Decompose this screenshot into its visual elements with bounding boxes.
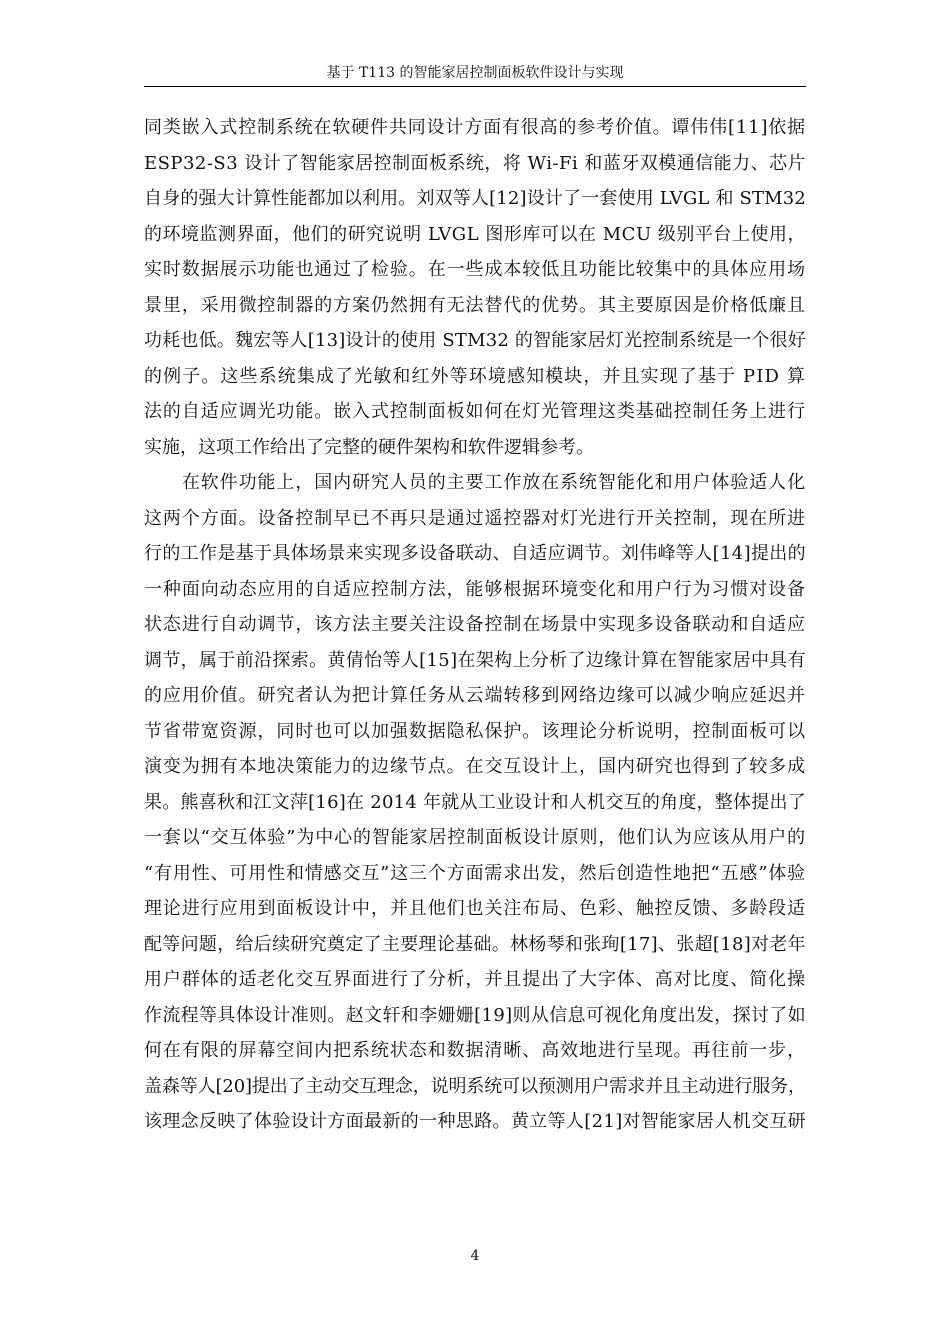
- text-line: 一套以“交互体验”为中心的智能家居控制面板设计原则，他们认为应该从用户的: [144, 827, 806, 848]
- text-line: 的环境监测界面，他们的研究说明 LVGL 图形库可以在 MCU 级别平台上使用，: [144, 223, 806, 245]
- text-line: 节省带宽资源，同时也可以加强数据隐私保护。该理论分析说明，控制面板可以: [144, 720, 806, 742]
- text-line: 作流程等具体设计准则。赵文轩和李姗姗[19]则从信息可视化角度出发，探讨了如: [144, 1004, 806, 1026]
- text-line: 功耗也低。魏宏等人[13]设计的使用 STM32 的智能家居灯光控制系统是一个很好: [144, 330, 806, 351]
- text-line: 状态进行自动调节，该方法主要关注设备控制在场景中实现多设备联动和自适应: [144, 614, 806, 635]
- text-line: 景里，采用微控制器的方案仍然拥有无法替代的优势。其主要原因是价格低廉且: [144, 294, 806, 316]
- text-line: 果。熊喜秋和江文萍[16]在 2014 年就从工业设计和人机交互的角度，整体提出了: [144, 791, 806, 813]
- text-line: 的例子。这些系统集成了光敏和红外等环境感知模块，并且实现了基于 PID 算: [144, 365, 806, 387]
- text-line: “有用性、可用性和情感交互”这三个方面需求出发，然后创造性地把“五感”体验: [144, 862, 806, 884]
- text-line: ESP32-S3 设计了智能家居控制面板系统，将 Wi-Fi 和蓝牙双模通信能力、芯片: [144, 152, 806, 174]
- page-number: 4: [470, 1248, 480, 1264]
- text-line: 自身的强大计算性能都加以利用。刘双等人[12]设计了一套使用 LVGL 和 STM32: [144, 188, 806, 209]
- text-line: 该理念反映了体验设计方面最新的一种思路。黄立等人[21]对智能家居人机交互研: [144, 1111, 806, 1132]
- text-line: 在软件功能上，国内研究人员的主要工作放在系统智能化和用户体验适人化: [144, 472, 806, 493]
- body-text: [144, 110, 806, 1140]
- text-line: 的应用价值。研究者认为把计算任务从云端转移到网络边缘可以减少响应延迟并: [144, 685, 806, 706]
- text-line: 用户群体的适老化交互界面进行了分析，并且提出了大字体、高对比度、简化操: [144, 969, 806, 990]
- text-line: 实施，这项工作给出了完整的硬件架构和软件逻辑参考。: [144, 436, 594, 458]
- text-line: 法的自适应调光功能。嵌入式控制面板如何在灯光管理这类基础控制任务上进行: [144, 401, 806, 422]
- text-line: 配等问题，给后续研究奠定了主要理论基础。林杨琴和张珣[17]、张超[18]对老年: [144, 933, 806, 955]
- text-line: 实时数据展示功能也通过了检验。在一些成本较低且功能比较集中的具体应用场: [144, 259, 806, 280]
- text-line: 一种面向动态应用的自适应控制方法，能够根据环境变化和用户行为习惯对设备: [144, 578, 806, 600]
- text-line: 何在有限的屏幕空间内把系统状态和数据清晰、高效地进行呈现。再往前一步，: [144, 1040, 806, 1061]
- running-header: 基于 T113 的智能家居控制面板软件设计与实现: [326, 65, 624, 81]
- text-line: 同类嵌入式控制系统在软硬件共同设计方面有很高的参考价值。谭伟伟[11]依据: [144, 117, 806, 138]
- text-line: 理论进行应用到面板设计中，并且他们也关注布局、色彩、触控反馈、多龄段适: [144, 898, 806, 919]
- text-line: 盖森等人[20]提出了主动交互理念，说明系统可以预测用户需求并且主动进行服务，: [144, 1075, 806, 1097]
- text-line: 行的工作是基于具体场景来实现多设备联动、自适应调节。刘伟峰等人[14]提出的: [144, 543, 806, 564]
- text-line: 调节，属于前沿探索。黄倩怡等人[15]在架构上分析了边缘计算在智能家居中具有: [144, 649, 806, 671]
- header-rule: [144, 86, 806, 87]
- text-line: 演变为拥有本地决策能力的边缘节点。在交互设计上，国内研究也得到了较多成: [144, 756, 806, 777]
- text-line: 这两个方面。设备控制早已不再只是通过遥控器对灯光进行开关控制，现在所进: [144, 507, 806, 529]
